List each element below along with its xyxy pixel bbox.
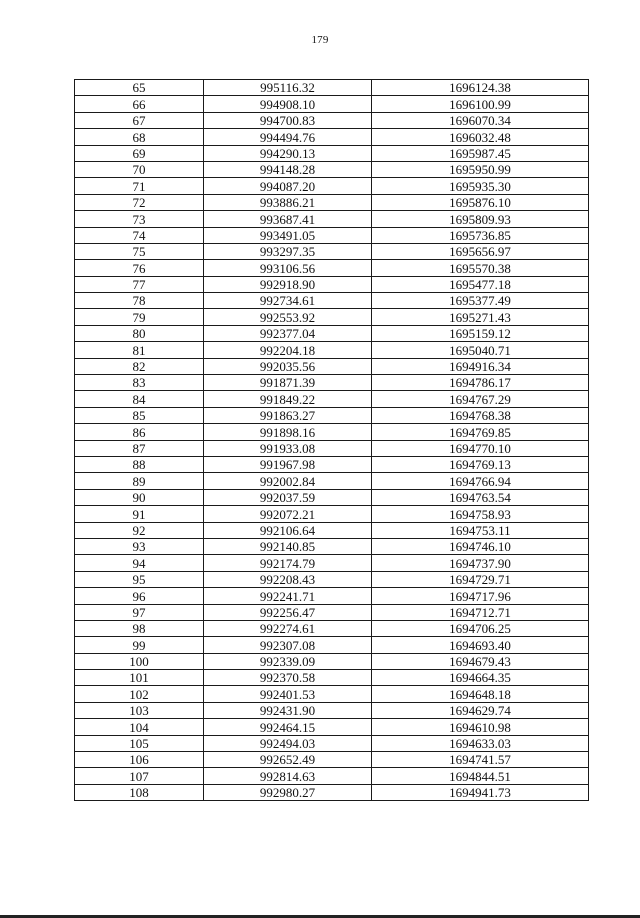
- point-number-cell: 67: [75, 112, 204, 128]
- point-number-cell: 101: [75, 670, 204, 686]
- x-coordinate-cell: 992072.21: [204, 506, 372, 522]
- x-coordinate-cell: 992814.63: [204, 768, 372, 784]
- table-row: [75, 620, 589, 636]
- coordinates-table-body: [75, 80, 589, 801]
- x-coordinate-cell: 993297.35: [204, 243, 372, 259]
- x-coordinate-cell: 991967.98: [204, 456, 372, 472]
- table-row: [75, 260, 589, 276]
- point-number-cell: 95: [75, 571, 204, 587]
- y-coordinate-cell: 1695040.71: [372, 342, 589, 358]
- point-number-cell: 106: [75, 752, 204, 768]
- x-coordinate-cell: 993687.41: [204, 211, 372, 227]
- table-row: [75, 227, 589, 243]
- y-coordinate-cell: 1694786.17: [372, 375, 589, 391]
- point-number-cell: 105: [75, 735, 204, 751]
- y-coordinate-cell: 1694768.38: [372, 407, 589, 423]
- page-number: 179: [311, 34, 329, 46]
- y-coordinate-cell: 1694629.74: [372, 702, 589, 718]
- point-number-cell: 108: [75, 784, 204, 800]
- x-coordinate-cell: 992035.56: [204, 358, 372, 374]
- y-coordinate-cell: 1694610.98: [372, 719, 589, 735]
- y-coordinate-cell: 1694706.25: [372, 620, 589, 636]
- point-number-cell: 98: [75, 620, 204, 636]
- x-coordinate-cell: 992980.27: [204, 784, 372, 800]
- x-coordinate-cell: 992256.47: [204, 604, 372, 620]
- point-number-cell: 69: [75, 145, 204, 161]
- y-coordinate-cell: 1696070.34: [372, 112, 589, 128]
- y-coordinate-cell: 1694717.96: [372, 588, 589, 604]
- y-coordinate-cell: 1696032.48: [372, 129, 589, 145]
- x-coordinate-cell: 992274.61: [204, 620, 372, 636]
- table-row: [75, 784, 589, 800]
- table-row: [75, 719, 589, 735]
- x-coordinate-cell: 995116.32: [204, 80, 372, 96]
- x-coordinate-cell: 992918.90: [204, 276, 372, 292]
- point-number-cell: 102: [75, 686, 204, 702]
- table-row: [75, 375, 589, 391]
- point-number-cell: 72: [75, 194, 204, 210]
- point-number-cell: 104: [75, 719, 204, 735]
- point-number-cell: 99: [75, 637, 204, 653]
- x-coordinate-cell: 992174.79: [204, 555, 372, 571]
- point-number-cell: 75: [75, 243, 204, 259]
- x-coordinate-cell: 994494.76: [204, 129, 372, 145]
- x-coordinate-cell: 992431.90: [204, 702, 372, 718]
- y-coordinate-cell: 1695656.97: [372, 243, 589, 259]
- table-row: [75, 309, 589, 325]
- table-row: [75, 391, 589, 407]
- table-row: [75, 604, 589, 620]
- point-number-cell: 68: [75, 129, 204, 145]
- table-row: [75, 325, 589, 341]
- x-coordinate-cell: 992464.15: [204, 719, 372, 735]
- table-row: [75, 424, 589, 440]
- table-row: [75, 489, 589, 505]
- table-row: [75, 588, 589, 604]
- table-row: [75, 768, 589, 784]
- y-coordinate-cell: 1694753.11: [372, 522, 589, 538]
- y-coordinate-cell: 1696124.38: [372, 80, 589, 96]
- table-row: [75, 653, 589, 669]
- point-number-cell: 93: [75, 538, 204, 554]
- x-coordinate-cell: 992370.58: [204, 670, 372, 686]
- y-coordinate-cell: 1694737.90: [372, 555, 589, 571]
- point-number-cell: 87: [75, 440, 204, 456]
- y-coordinate-cell: 1694769.13: [372, 456, 589, 472]
- x-coordinate-cell: 992553.92: [204, 309, 372, 325]
- y-coordinate-cell: 1694693.40: [372, 637, 589, 653]
- table-row: [75, 686, 589, 702]
- table-row: [75, 276, 589, 292]
- x-coordinate-cell: 992140.85: [204, 538, 372, 554]
- table-row: [75, 555, 589, 571]
- point-number-cell: 82: [75, 358, 204, 374]
- x-coordinate-cell: 994290.13: [204, 145, 372, 161]
- table-row: [75, 96, 589, 112]
- point-number-cell: 103: [75, 702, 204, 718]
- x-coordinate-cell: 991849.22: [204, 391, 372, 407]
- x-coordinate-cell: 993491.05: [204, 227, 372, 243]
- x-coordinate-cell: 994148.28: [204, 161, 372, 177]
- x-coordinate-cell: 991871.39: [204, 375, 372, 391]
- point-number-cell: 83: [75, 375, 204, 391]
- y-coordinate-cell: 1694712.71: [372, 604, 589, 620]
- point-number-cell: 81: [75, 342, 204, 358]
- y-coordinate-cell: 1695159.12: [372, 325, 589, 341]
- y-coordinate-cell: 1695736.85: [372, 227, 589, 243]
- x-coordinate-cell: 993886.21: [204, 194, 372, 210]
- y-coordinate-cell: 1694741.57: [372, 752, 589, 768]
- table-row: [75, 506, 589, 522]
- y-coordinate-cell: 1694941.73: [372, 784, 589, 800]
- x-coordinate-cell: 994087.20: [204, 178, 372, 194]
- y-coordinate-cell: 1695876.10: [372, 194, 589, 210]
- table-row: [75, 637, 589, 653]
- x-coordinate-cell: 992204.18: [204, 342, 372, 358]
- point-number-cell: 79: [75, 309, 204, 325]
- x-coordinate-cell: 992339.09: [204, 653, 372, 669]
- point-number-cell: 91: [75, 506, 204, 522]
- y-coordinate-cell: 1695935.30: [372, 178, 589, 194]
- table-row: [75, 194, 589, 210]
- point-number-cell: 97: [75, 604, 204, 620]
- point-number-cell: 94: [75, 555, 204, 571]
- x-coordinate-cell: 992241.71: [204, 588, 372, 604]
- point-number-cell: 107: [75, 768, 204, 784]
- table-row: [75, 178, 589, 194]
- table-row: [75, 293, 589, 309]
- point-number-cell: 77: [75, 276, 204, 292]
- point-number-cell: 84: [75, 391, 204, 407]
- x-coordinate-cell: 992002.84: [204, 473, 372, 489]
- table-row: [75, 161, 589, 177]
- y-coordinate-cell: 1694664.35: [372, 670, 589, 686]
- table-row: [75, 80, 589, 96]
- y-coordinate-cell: 1695950.99: [372, 161, 589, 177]
- table-row: [75, 112, 589, 128]
- point-number-cell: 88: [75, 456, 204, 472]
- point-number-cell: 86: [75, 424, 204, 440]
- table-row: [75, 702, 589, 718]
- x-coordinate-cell: 992106.64: [204, 522, 372, 538]
- table-row: [75, 735, 589, 751]
- x-coordinate-cell: 991863.27: [204, 407, 372, 423]
- point-number-cell: 70: [75, 161, 204, 177]
- y-coordinate-cell: 1694769.85: [372, 424, 589, 440]
- y-coordinate-cell: 1694766.94: [372, 473, 589, 489]
- table-row: [75, 571, 589, 587]
- point-number-cell: 71: [75, 178, 204, 194]
- table-row: [75, 456, 589, 472]
- x-coordinate-cell: 994908.10: [204, 96, 372, 112]
- x-coordinate-cell: 992377.04: [204, 325, 372, 341]
- y-coordinate-cell: 1695809.93: [372, 211, 589, 227]
- x-coordinate-cell: 992401.53: [204, 686, 372, 702]
- point-number-cell: 100: [75, 653, 204, 669]
- point-number-cell: 80: [75, 325, 204, 341]
- table-row: [75, 522, 589, 538]
- x-coordinate-cell: 992494.03: [204, 735, 372, 751]
- coordinates-table: [74, 79, 589, 801]
- x-coordinate-cell: 992652.49: [204, 752, 372, 768]
- table-row: [75, 752, 589, 768]
- table-row: [75, 342, 589, 358]
- y-coordinate-cell: 1695377.49: [372, 293, 589, 309]
- x-coordinate-cell: 991933.08: [204, 440, 372, 456]
- table-row: [75, 538, 589, 554]
- table-row: [75, 670, 589, 686]
- point-number-cell: 90: [75, 489, 204, 505]
- table-row: [75, 129, 589, 145]
- x-coordinate-cell: 991898.16: [204, 424, 372, 440]
- y-coordinate-cell: 1694916.34: [372, 358, 589, 374]
- table-row: [75, 407, 589, 423]
- point-number-cell: 66: [75, 96, 204, 112]
- y-coordinate-cell: 1694633.03: [372, 735, 589, 751]
- x-coordinate-cell: 993106.56: [204, 260, 372, 276]
- table-row: [75, 440, 589, 456]
- table-row: [75, 145, 589, 161]
- point-number-cell: 76: [75, 260, 204, 276]
- x-coordinate-cell: 992307.08: [204, 637, 372, 653]
- table-row: [75, 211, 589, 227]
- y-coordinate-cell: 1695987.45: [372, 145, 589, 161]
- y-coordinate-cell: 1694729.71: [372, 571, 589, 587]
- table-row: [75, 358, 589, 374]
- point-number-cell: 74: [75, 227, 204, 243]
- y-coordinate-cell: 1696100.99: [372, 96, 589, 112]
- point-number-cell: 65: [75, 80, 204, 96]
- point-number-cell: 96: [75, 588, 204, 604]
- table-row: [75, 473, 589, 489]
- y-coordinate-cell: 1695271.43: [372, 309, 589, 325]
- y-coordinate-cell: 1694648.18: [372, 686, 589, 702]
- y-coordinate-cell: 1694770.10: [372, 440, 589, 456]
- x-coordinate-cell: 994700.83: [204, 112, 372, 128]
- x-coordinate-cell: 992208.43: [204, 571, 372, 587]
- point-number-cell: 92: [75, 522, 204, 538]
- y-coordinate-cell: 1694763.54: [372, 489, 589, 505]
- y-coordinate-cell: 1694746.10: [372, 538, 589, 554]
- point-number-cell: 78: [75, 293, 204, 309]
- x-coordinate-cell: 992734.61: [204, 293, 372, 309]
- point-number-cell: 85: [75, 407, 204, 423]
- y-coordinate-cell: 1695570.38: [372, 260, 589, 276]
- y-coordinate-cell: 1694844.51: [372, 768, 589, 784]
- point-number-cell: 89: [75, 473, 204, 489]
- y-coordinate-cell: 1695477.18: [372, 276, 589, 292]
- point-number-cell: 73: [75, 211, 204, 227]
- y-coordinate-cell: 1694767.29: [372, 391, 589, 407]
- x-coordinate-cell: 992037.59: [204, 489, 372, 505]
- y-coordinate-cell: 1694679.43: [372, 653, 589, 669]
- y-coordinate-cell: 1694758.93: [372, 506, 589, 522]
- table-row: [75, 243, 589, 259]
